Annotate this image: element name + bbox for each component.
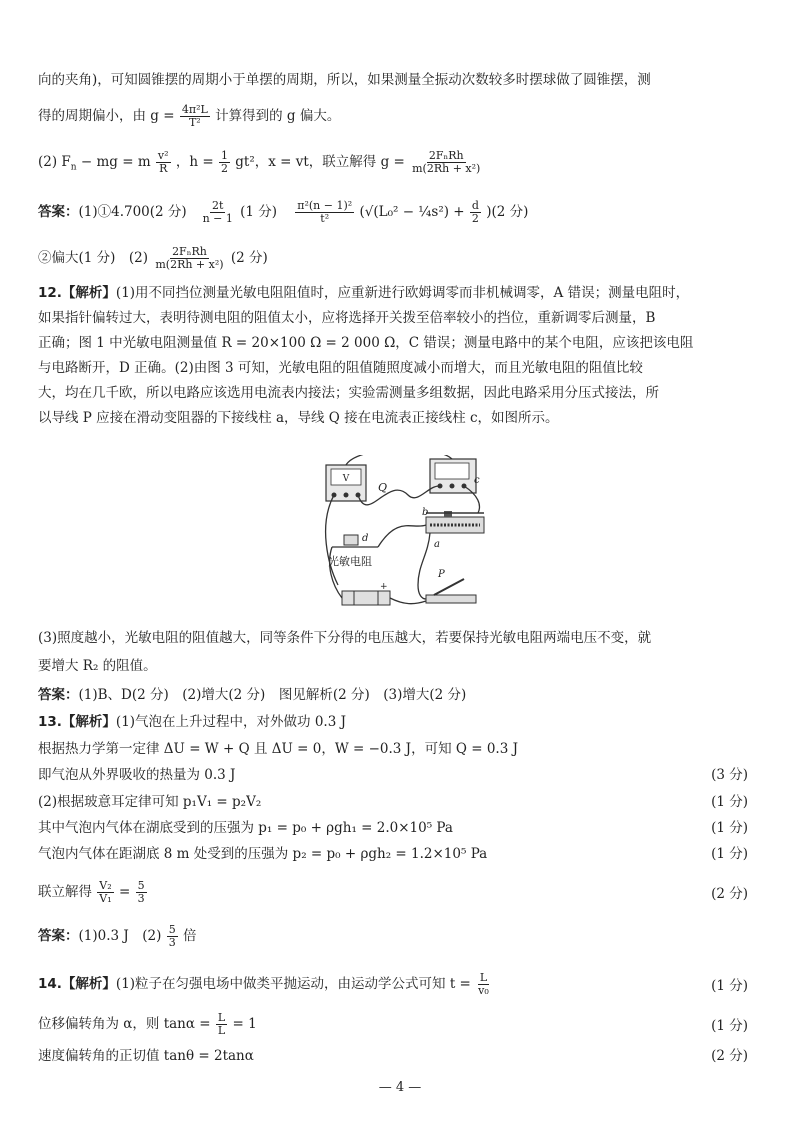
label-d: d [362,533,369,544]
formula-fraction: $\frac{L}{\text{v₀}}$ [478,971,489,997]
text-line: (3)照度越小，光敏电阻的阻值越大，同等条件下分得的电压越大，若要保持光敏电阻两端电压不变，就 [38,630,652,646]
battery-icon [342,591,390,605]
formula-fraction: $\frac{5}{3}$ [137,879,145,905]
text-line: 以导线 P 应接在滑动变阻器的下接线柱 a，导线 Q 接在电流表正接线柱 c，如图所示。 [38,410,559,426]
text-line: 其中气泡内气体在湖底受到的压强为 p₁ = p₀ + ρgh₁ = 2.0×10⁵ Pa [38,820,453,836]
text-line: 要增大 R₂ 的阻值。 [38,658,157,674]
answer-line: 答案：(1)B、D(2 分) (2)增大(2 分) 图见解析(2 分) (3)增大(2 分) [38,687,467,703]
formula-fraction: $\frac{2t}{n - 1}$ [202,199,233,225]
answer-line: 答案：(1)①4.700(2 分) $\frac{2t}{n - 1}$ (1 分) $\frac{\text{π²(n − 1)²}}{\text{t²}}$ (√(L₀² − ¼s²) + $\frac{d}{2}$ )(2 分) [38,199,529,225]
score: (2 分) [711,1048,748,1064]
label-photoresistor: 光敏电阻 [328,555,372,568]
text-line: 正确；图 1 中光敏电阻测量值 R = 20×100 Ω = 2 000 Ω，C 错误；测量电路中的某个电阻，应该把该电阻 [38,335,694,351]
formula-fraction: $\frac{\text{π²(n − 1)²}}{\text{t²}}$ [297,199,353,225]
text-line: 得的周期偏小，由 g = $\frac{\text{4π²L}}{\text{T²}}$ 计算得到的 g 偏大。 [38,103,341,129]
svg-text:V: V [342,474,350,484]
text-line: 即气泡从外界吸收的热量为 0.3 J [38,767,236,783]
formula-fraction: $\frac{d}{2}$ [471,199,479,225]
page-number: — 4 — [378,1080,422,1095]
text-line: 向的夹角)，可知圆锥摆的周期小于单摆的周期，所以，如果测量全振动次数较多时摆球做了圆锥摆，测 [38,72,651,88]
formula-fraction: $\frac{\text{2FₙRh}}{\text{m(2Rh + x²)}}$ [412,149,481,175]
label-c: c [474,475,480,486]
formula-fraction: $\frac{5}{3}$ [168,923,176,949]
question-12-line: 12.【解析】(1)用不同挡位测量光敏电阻阻值时，应重新进行欧姆调零而非机械调零，A 错误；测量电阻时， [38,285,690,301]
answer-line: 答案：(1)0.3 J (2) $\frac{5}{3}$ 倍 [38,923,197,949]
score: (1 分) [711,794,748,810]
ammeter-icon [430,459,476,493]
label-plus: + [380,582,388,592]
formula-fraction: $\frac{L}{L}$ [217,1011,226,1037]
score: (1 分) [711,820,748,836]
score: (3 分) [711,767,748,783]
text-line: 大，均在几千欧，所以电路应该选用电流表内接法；实验需测量多组数据，因此电路采用分压式接法，所 [38,385,659,401]
question-14-line: 14.【解析】(1)粒子在匀强电场中做类平抛运动，由运动学公式可知 t = $\frac{L}{\text{v₀}}$ [38,971,489,997]
text-line: 根据热力学第一定律 ΔU = W + Q 且 ΔU = 0，W = −0.3 J，可知 Q = 0.3 J [38,741,519,757]
voltmeter-icon [326,465,366,501]
text-line: 联立解得 $\frac{\text{V₂}}{\text{V₁}}$ = $\frac{5}{3}$ [38,879,145,905]
text-line: 气泡内气体在距湖底 8 m 处受到的压强为 p₂ = p₀ + ρgh₂ = 1.2×10⁵ Pa [38,846,488,862]
label-a: a [434,539,440,550]
score: (2 分) [711,886,748,902]
circuit-figure [318,455,490,617]
formula-fraction: $\frac{\text{v²}}{R}$ [157,149,169,175]
text-line: 如果指针偏转过大，表明待测电阻的阻值太小，应将选择开关拨至倍率较小的挡位，重新调零后测量，B [38,310,656,326]
question-13-line: 13.【解析】(1)气泡在上升过程中，对外做功 0.3 J [38,714,347,730]
answer-line: ②偏大(1 分) (2) $\frac{\text{2FₙRh}}{\text{m(2Rh + x²)}}$ (2 分) [38,245,268,271]
score: (1 分) [711,846,748,862]
formula-fraction: $\frac{\text{2FₙRh}}{\text{m(2Rh + x²)}}$ [155,245,224,271]
text-line: (2)根据玻意耳定律可知 p₁V₁ = p₂V₂ [38,794,262,810]
text-line: 速度偏转角的正切值 tanθ = 2tanα [38,1048,254,1064]
label-b: b [422,507,429,518]
label-p: P [438,569,445,580]
formula-fraction: $\frac{\text{4π²L}}{\text{T²}}$ [181,103,208,129]
score: (1 分) [711,1018,748,1034]
text-line: 位移偏转角为 α，则 tanα = $\frac{L}{L}$ = 1 [38,1011,257,1037]
formula-fraction: $\frac{\text{V₂}}{\text{V₁}}$ [99,879,112,905]
score: (1 分) [711,978,748,994]
formula-fraction: $\frac{1}{2}$ [220,149,228,175]
label-q: Q [378,481,388,494]
text-line: 与电路断开，D 正确。(2)由图 3 可知，光敏电阻的阻值随照度减小而增大，而且光敏电阻的阻值比较 [38,360,643,376]
text-line: (2) $F_n$ − mg = m $\frac{\text{v²}}{R}$ ，h = $\frac{1}{2}$ gt²，x = vt，联立解得 g = $\frac{\text{2FₙRh}}{\text{m(2Rh + x²)}}$ [38,149,481,175]
